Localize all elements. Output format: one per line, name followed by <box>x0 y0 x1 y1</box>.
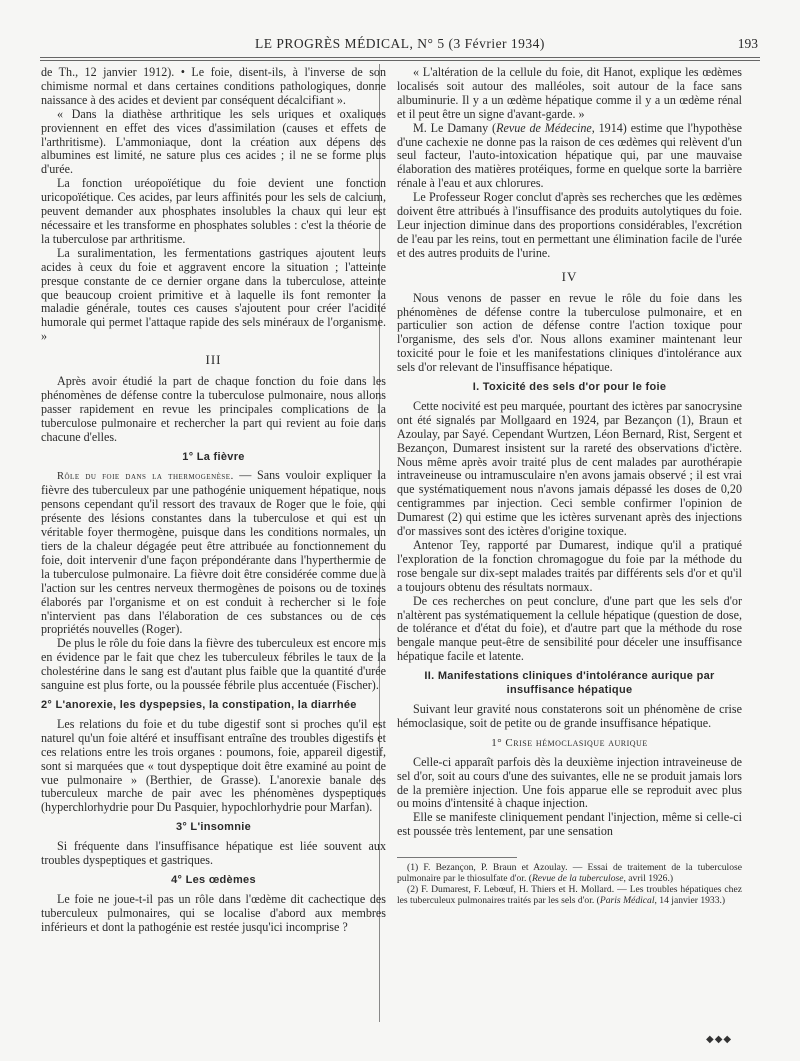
section-heading-iii: III <box>205 352 222 368</box>
paragraph: Le Professeur Roger conclut d'après ses recherches que les œdèmes doivent être attribués à l'insuffisance des produits autolytiques du foie. Leur injection diminue dans des proportions considérables, l'excrétion de l'eau par les reins, tout en permettant une élimination facile de l'urée et des autres produits de l'urine. <box>397 190 742 260</box>
paragraph: Antenor Tey, rapporté par Dumarest, indique qu'il a pratiqué l'exploration de la fonction chromagogue du foie par la méthode du rose bengale sur dix-sept malades traités par différents sels d'or et qu'il a toujours obtenu des résultats normaux. <box>397 538 742 594</box>
subheading-oedemes: 4° Les œdèmes <box>171 873 256 886</box>
paragraph: de Th., 12 janvier 1912). • Le foie, disent-ils, à l'inverse de son chimisme normal et dans certaines conditions pathologiques, donne naissance à des acides et devient par conséquent décalcifiant ». <box>41 65 386 107</box>
header-rule-second <box>40 60 760 61</box>
paragraph: Cette nocivité est peu marquée, pourtant des ictères par sanocrysine ont été signalés par Mollgaard en 1924, par Bezançon (1), Braun et Azoulay, par Sayé. Cependant Wurtzen, Léon Bernard, Rist, Sergent et Bezançon, Dumarest insistent sur la rareté des observations d'ictère. Nous même après avoir traité plus de cent malades par aurothérapie intraveineuse ou intramusculaire n'en avons jamais observé ; il est vrai que systématiquement nous n'avons jamais dépassé les doses de 0,20 centigrammes par injection. Ceci semble confirmer l'opinion de Dumarest (2) qui estime que les ictères survenant après des injections d'or massives sont des ictères d'origine toxique. <box>397 398 742 539</box>
ornament-icon: ◆◆◆ <box>706 1034 733 1045</box>
subheading-toxicite: I. Toxicité des sels d'or pour le foie <box>472 381 667 394</box>
paragraph: M. Le Damany (Revue de Médecine, 1914) estime que l'hypothèse d'une cachexie ne donne pas la raison de ces œdèmes qui relèvent d'un seul facteur, l'auto-intoxication hépatique qui, par une mauvaise élaboration des matières protéiques, forme en quelque sorte la barrière rénale à l'eau et aux chlorures. <box>397 120 742 191</box>
footnote-2: (2) F. Dumarest, F. Lebœuf, H. Thiers et H. Mollard. — Les troubles hépatiques chez les tuberculeux pulmonaires traités par les sels d'or. (Paris Médical, 14 janvier 1933.) <box>397 884 742 907</box>
paragraph: De ces recherches on peut conclure, d'une part que les sels d'or n'altèrent pas systématiquement la cellule hépatique (question de dose, de tolérance et d'état du foie), et d'autre part que la méthode du rose bengale manque peut-être de sensibilité pour déceler une insuffisance hépatique facile et latente. <box>397 593 742 664</box>
paragraph: « L'altération de la cellule du foie, dit Hanot, explique les œdèmes localisés soit autour des malléoles, soit autour de la face sans albuminurie. Il y a un œdème hépatique comme il y a un œdème rénal et il peut être un signe d'avant-garde. » <box>397 65 742 121</box>
paragraph: Celle-ci apparaît parfois dès la deuxième injection intraveineuse de sel d'or, soit au cours d'une des suivantes, elle ne se produit jamais lors de la première injection. Une fois apparue elle se reproduit avec plus ou moins d'intensité à chaque injection. <box>397 754 742 811</box>
subheading-manifestations: II. Manifestations cliniques d'intolérance aurique par insuffisance hépatique <box>424 670 715 697</box>
paragraph: Suivant leur gravité nous constaterons soit un phénomène de crise hémoclasique, soit de petite ou de grande insuffisance hépatique. <box>397 701 742 730</box>
paragraph: Si fréquente dans l'insuffisance hépatique est liée souvent aux troubles dyspeptiques et gastriques. <box>41 839 386 868</box>
citation-title: Revue de Médecine <box>496 120 592 135</box>
paragraph: Elle se manifeste cliniquement pendant l'injection, même si celle-ci est poussée très lentement, par une sensation <box>397 810 742 839</box>
paragraph: Rôle du foie dans la thermogenèse. — Sans vouloir expliquer la fièvre des tuberculeux par une pathogénie uniquement hépatique, nous pensons cependant qu'il ressort des travaux de Roger que le foie, qui présente des lésions constantes dans la tuberculose et qui est un véritable foyer thermogène, puisque dans les conditions normales, un tiers de la chaleur dégagée peut être attribuée au fonctionnement du foie, doit intervenir d'une façon prépondérante dans l'hyperthermie de la tuberculose pulmonaire. La fièvre doit être considérée comme due à l'action sur les centres nerveux thermogènes de poisons ou de toxines élaborés par l'organisme et on est conduit à rechercher si le foie n'intervient pas dans l'élaboration de ces substances ou de ces propriétés nouvelles (Roger). <box>41 468 386 637</box>
run-in-heading: Rôle du foie dans la thermogenèse. <box>57 471 234 483</box>
paragraph: Après avoir étudié la part de chaque fonction du foie dans les phénomènes de défense contre la tuberculose pulmonaire, nous allons passer rapidement en revue les principales complications de la tuberculose pulmonaire et rechercher la part qui revient au foie dans chacune d'elles. <box>41 374 386 444</box>
right-column <box>397 66 742 906</box>
section-heading-iv: IV <box>561 268 578 284</box>
footnote-1: (1) F. Bezançon, P. Braun et Azoulay. — Essai de traitement de la tuberculose pulmonaire par le thiosulfate d'or. (Revue de la tuberculose, avril 1926.) <box>397 862 742 885</box>
subheading-anorexie: 2° L'anorexie, les dyspepsies, la constipation, la diarrhée <box>41 698 357 711</box>
running-header <box>40 34 760 56</box>
footnote-rule <box>397 857 517 858</box>
paragraph: La suralimentation, les fermentations gastriques ajoutent leurs acides à ceux du foie et aggravent encore la situation ; l'atteinte presque constante de ce dernier organe dans la tuberculose, atteinte que beaucoup croient primitive et à laquelle ils font remonter la maladie générale, toutes ces causes s'ajoutent pour créer l'acidité humorale qui permet l'attaque rapide des sels minéraux de l'organisme. » <box>41 245 386 344</box>
paragraph: La fonction uréopoïétique du foie devient une fonction uricopoïétique. Ces acides, par leurs affinités pour les sels de calcium, peuvent demander aux phosphates insolubles la chaux qui leur est nécessaire et les transforme en phosphates solubles : c'est la théorie de la tuberculose par arthritisme. <box>41 176 386 246</box>
paragraph: De plus le rôle du foie dans la fièvre des tuberculeux est encore mis en évidence par le fait que chez les tuberculeux fébriles le taux de la cholestérine dans le sang est d'autant plus faible que la quantité d'urée sanguine est plus forte, ou la poussée fébrile plus accentuée (Fischer). <box>41 636 386 693</box>
subheading-fievre: 1° La fièvre <box>182 450 245 463</box>
header-rule <box>40 57 760 58</box>
paragraph: « Dans la diathèse arthritique les sels uriques et oxaliques proviennent en effet des vices d'assimilation (causes et effets de l'arthritisme). L'ammoniaque, dont la création aux dépens des albumines est limité, ne sature plus ces acides ; il ne se forme plus d'urée. <box>41 106 386 177</box>
subheading-insomnie: 3° L'insomnie <box>175 821 252 834</box>
left-column <box>41 66 386 935</box>
journal-title: LE PROGRÈS MÉDICAL, N° 5 (3 Février 1934) <box>255 36 545 51</box>
paragraph: Les relations du foie et du tube digestif sont si proches qu'il est naturel qu'un foie altéré et insuffisant entraîne des troubles digestifs et ces relations entre les trois organes : poumons, foie, appareil digestif, sont si marquées que « tout dyspeptique doit être examiné au point de vue pulmonaire » (Berthier, de Grasse). L'anorexie banale des tuberculeux marche de pair avec les phénomènes dyspeptiques (hyperchlorhydrie pour Du Pasquier, hypochlorhydrie pour Marfan). <box>41 716 386 815</box>
paragraph: Nous venons de passer en revue le rôle du foie dans les phénomènes de défense contre la tuberculose pulmonaire, et en particulier son action de défense contre l'action toxique pour l'organisme, des sels d'or. Nous allons examiner maintenant leur toxicité pour le foie et les manifestations cliniques d'intolérance aux sels d'or relevant de l'insuffisance hépatique. <box>397 290 742 375</box>
subheading-crise: 1° Crise hémoclasique aurique <box>491 736 648 749</box>
page-number: 193 <box>737 36 758 51</box>
paragraph: Le foie ne joue-t-il pas un rôle dans l'œdème dit cachectique des tuberculeux pulmonaires, qui se localise d'abord aux membres inférieurs et dont la pathogénie est restée jusqu'ici incomprise ? <box>41 891 386 934</box>
